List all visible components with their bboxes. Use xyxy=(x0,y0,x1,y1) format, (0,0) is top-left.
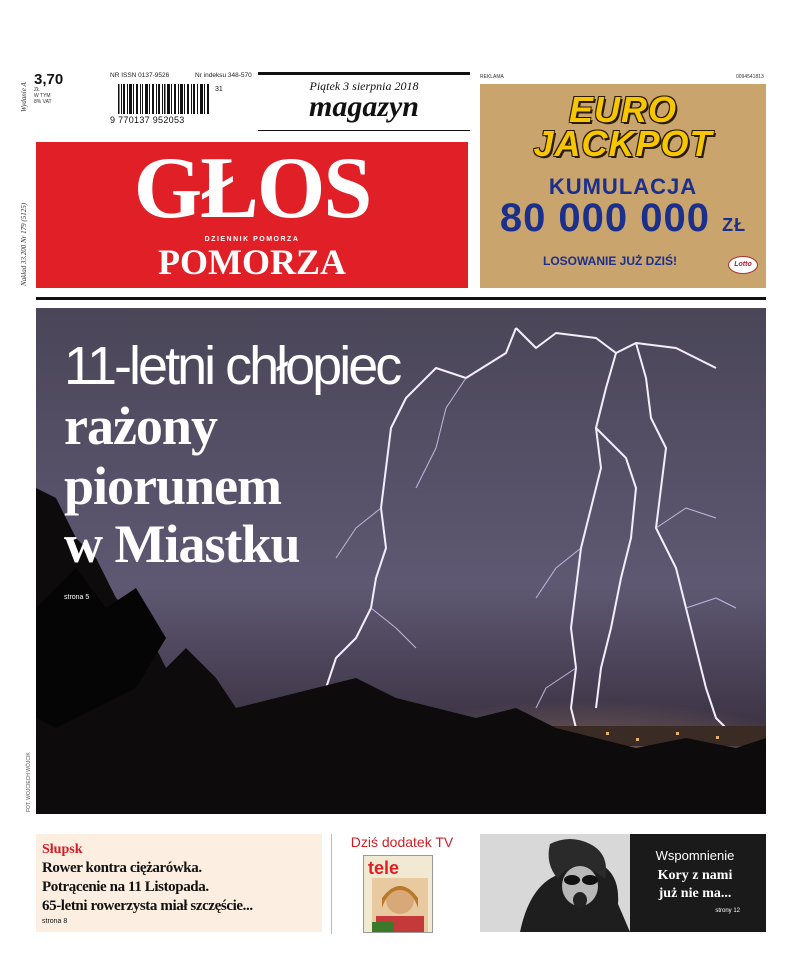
ad-label: REKLAMA xyxy=(480,74,504,80)
tv-supplement-cover[interactable] xyxy=(363,855,433,933)
slupsk-line2: Potrącenie na 11 Listopada. xyxy=(42,879,209,895)
issue-date: Piątek 3 sierpnia 2018 xyxy=(309,79,419,93)
kora-kicker: Wspomnienie xyxy=(655,848,735,863)
lotto-logo: Lotto xyxy=(728,256,758,274)
slupsk-page-ref: strona 8 xyxy=(42,918,68,925)
index-label: Nr indeksu 348-570 xyxy=(195,72,252,79)
slupsk-line3: 65-letni rowerzysta miał szczęście... xyxy=(42,898,253,914)
hero-headline-line3: piorunem xyxy=(64,456,282,516)
circulation-label: Nakład 33.200 Nr 179 (5125) xyxy=(20,202,28,286)
kora-teaser[interactable] xyxy=(480,834,766,932)
photo-credit: FOT. WOJCIECH WÓJCIK xyxy=(26,752,32,812)
masthead-title: GŁOS xyxy=(133,140,371,237)
eurojackpot-ad[interactable] xyxy=(480,84,766,288)
masthead[interactable] xyxy=(36,142,468,288)
ad-brand-line1: EURO xyxy=(568,89,677,130)
kora-page-ref: strony 12 xyxy=(715,908,740,914)
ad-amount-currency: ZŁ xyxy=(722,215,747,235)
price-block xyxy=(34,72,63,105)
price-vat-1: W TYM xyxy=(34,93,51,99)
magazyn-rule-bottom xyxy=(258,130,470,131)
barcode-icon xyxy=(118,84,210,114)
ad-code: 0094541813 xyxy=(736,74,764,80)
price-amount: 3,70 xyxy=(34,71,64,88)
edition-label: Wydanie A xyxy=(20,82,28,112)
ad-amount-value: 80 000 000 xyxy=(499,196,711,240)
ad-brand-line2: JACKPOT xyxy=(533,123,713,164)
barcode-number: 9 770137 952053 xyxy=(110,115,185,125)
masthead-region: POMORZA xyxy=(158,242,346,282)
kora-headline-line2: już nie ma... xyxy=(658,886,732,901)
slupsk-teaser[interactable] xyxy=(36,834,322,932)
price-currency: ZŁ xyxy=(34,87,40,93)
ad-kumulacja: KUMULACJA xyxy=(548,174,698,199)
magazyn-rule-top xyxy=(258,72,470,75)
slupsk-line1: Rower kontra ciężarówka. xyxy=(42,860,202,876)
kora-headline-line1: Kory z nami xyxy=(657,868,733,883)
barcode-suffix: 31 xyxy=(215,86,223,93)
ad-losowanie: LOSOWANIE JUŻ DZIŚ! xyxy=(542,254,677,268)
hero-headline-line1: 11-letni chłopiec xyxy=(64,336,400,396)
tv-supplement-label: Dziś dodatek TV xyxy=(350,834,454,850)
teaser-divider xyxy=(331,834,332,934)
hero-page-ref: strona 5 xyxy=(64,594,90,601)
hero-headline-line4: w Miastku xyxy=(64,514,300,574)
tv-cover-photo xyxy=(372,878,428,932)
hero-headline-line2: rażony xyxy=(64,396,217,456)
slupsk-tag: Słupsk xyxy=(42,842,83,857)
ad-amount xyxy=(480,196,766,241)
kora-photo xyxy=(480,834,630,932)
issn-label: NR ISSN 0137-9526 xyxy=(110,72,170,79)
hero-story[interactable] xyxy=(36,308,766,814)
masthead-divider xyxy=(36,297,766,300)
tv-cover-title: tele xyxy=(368,858,400,878)
magazyn-title: magazyn xyxy=(308,90,419,123)
price-vat-2: 8% VAT xyxy=(34,99,52,105)
masthead-subtitle: DZIENNIK POMORZA xyxy=(204,236,300,243)
